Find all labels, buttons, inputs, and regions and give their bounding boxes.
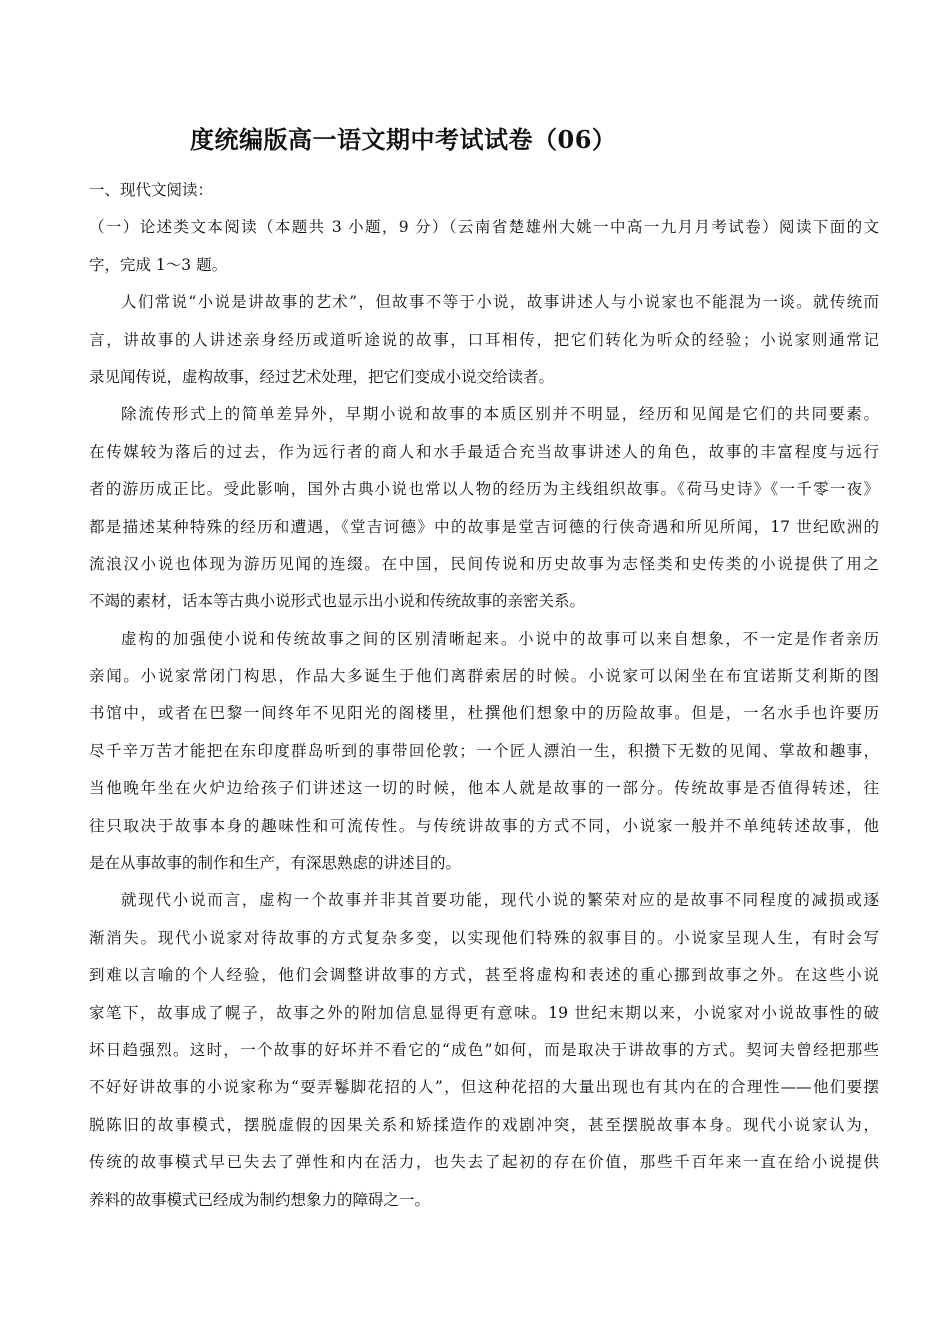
paragraph-line: 就现代小说而言，虚构一个故事并非其首要功能，现代小说的繁荣对应的是故事不同程度的减损或逐 [121,891,879,910]
instruction-block [89,209,879,284]
paragraph-1 [89,284,879,396]
paragraph-line: 人们常说“小说是讲故事的艺术”，但故事不等于小说，故事讲述人与小说家也不能混为一谈。就传统而 [121,293,879,312]
paragraph-line: 脱陈旧的故事模式，摆脱虚假的因果关系和矫揉造作的戏剧冲突，甚至摆脱故事本身。现代小说家认为， [89,1115,879,1134]
paragraph-line: 都是描述某种特殊的经历和遭遇，《堂吉诃德》中的故事是堂吉诃德的行侠奇遇和所见所闻，17 世纪欧洲的 [89,517,879,536]
paragraph-line: 当他晚年坐在火炉边给孩子们讲述这一切的时候，他本人就是故事的一部分。传统故事是否值得转述，往 [89,779,879,798]
paragraph-line: 者的游历成正比。受此影响，国外古典小说也常以人物的经历为主线组织故事。《荷马史诗》《一千零一夜》 [89,480,879,499]
page-title: 度统编版高一语文期中考试试卷（06） [190,125,617,154]
paragraph-line: 养料的故事模式已经成为制约想象力的障碍之一。 [89,1190,431,1209]
paragraph-line: 尽千辛万苦才能把在东印度群岛听到的事带回伦敦；一个匠人漂泊一生，积攒下无数的见闻、掌故和趣事， [89,741,879,760]
paragraph-2 [89,396,879,620]
paragraph-line: 流浪汉小说也体现为游历见闻的连缀。在中国，民间传说和历史故事为志怪类和史传类的小说提供了用之 [89,554,879,573]
paragraph-line: 坏日趋强烈。这时，一个故事的好坏并不看它的“成色”如何，而是取决于讲故事的方式。契诃夫曾经把那些 [89,1040,879,1059]
paragraph-line: 不竭的素材，话本等古典小说形式也显示出小说和传统故事的亲密关系。 [89,592,586,611]
paragraph-line: 录见闻传说，虚构故事，经过艺术处理，把它们变成小说交给读者。 [89,367,555,386]
paragraph-line: 传统的故事模式早已失去了弹性和内在活力，也失去了起初的存在价值，那些千百年来一直在给小说提供 [89,1153,879,1172]
document-body [89,172,879,1219]
paragraph-line: 虚构的加强使小说和传统故事之间的区别清晰起来。小说中的故事可以来自想象，不一定是作者亲历 [121,629,879,648]
paragraph-4 [89,882,879,1219]
instruction-line: 字，完成 1～3 题。 [89,255,228,274]
paragraph-line: 书馆中，或者在巴黎一间终年不见阳光的阁楼里，杜撰他们想象中的历险故事。但是，一名水手也许要历 [89,704,879,723]
paragraph-line: 渐消失。现代小说家对待故事的方式复杂多变，以实现他们特殊的叙事目的。小说家呈现人生，有时会写 [89,928,879,947]
paragraph-line: 亲闻。小说家常闭门构思，作品大多诞生于他们离群索居的时候。小说家可以闲坐在布宜诺斯艾利斯的图 [89,667,879,686]
paragraph-line: 在传媒较为落后的过去，作为远行者的商人和水手最适合充当故事讲述人的角色，故事的丰富程度与远行 [89,442,879,461]
paragraph-line: 是在从事故事的制作和生产，有深思熟虑的讲述目的。 [89,854,462,873]
section-heading: 一、现代文阅读： [89,181,214,199]
paragraph-line: 家笔下，故事成了幌子，故事之外的附加信息显得更有意味。19 世纪末期以来，小说家对小说故事性的破 [89,1003,879,1022]
paragraph-line: 除流传形式上的简单差异外，早期小说和故事的本质区别并不明显，经历和见闻是它们的共同要素。 [121,405,879,424]
paragraph-3 [89,621,879,883]
instruction-line: （一）论述类文本阅读（本题共 3 小题，9 分）（云南省楚雄州大姚一中高一九月月考试卷）阅读下面的文 [89,218,879,237]
paragraph-line: 言，讲故事的人讲述亲身经历或道听途说的故事，口耳相传，把它们转化为听众的经验；小说家则通常记 [89,330,879,349]
paragraph-line: 不好好讲故事的小说家称为“耍弄鬈脚花招的人”，但这种花招的大量出现也有其内在的合理性——他们要摆 [89,1078,879,1097]
paragraph-line: 往只取决于故事本身的趣味性和可流传性。与传统讲故事的方式不同，小说家一般并不单纯转述故事，他 [89,816,879,835]
paragraph-line: 到难以言喻的个人经验，他们会调整讲故事的方式，甚至将虚构和表述的重心挪到故事之外。在这些小说 [89,966,879,985]
